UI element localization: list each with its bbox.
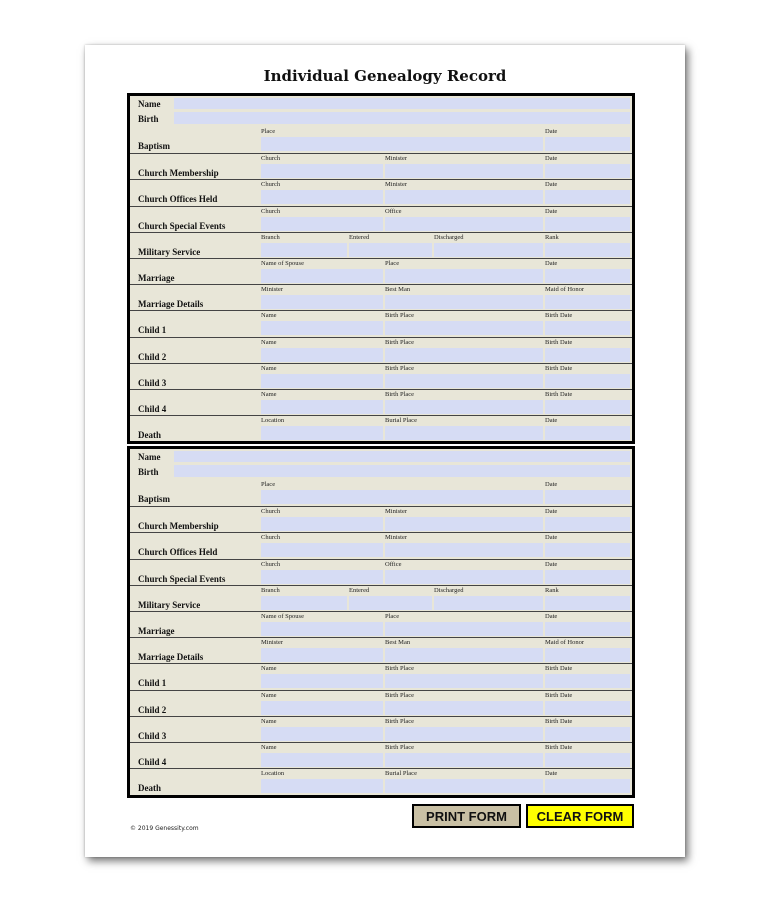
church-special-events-church-field[interactable]	[261, 570, 383, 584]
church-offices-held-date-field[interactable]	[545, 543, 630, 557]
military-service-rank-header: Rank	[545, 586, 559, 594]
child-3-birth-place-header: Birth Place	[385, 364, 415, 372]
marriage-name-of-spouse-header: Name of Spouse	[261, 260, 304, 267]
child-4-row	[130, 389, 632, 416]
child-1-row	[130, 310, 632, 337]
child-1-name-header: Name	[261, 665, 277, 673]
marriage-details-maid-of-honor-header: Maid of Honor	[545, 286, 584, 294]
name-label: Name	[138, 99, 161, 109]
child-1-birth-place-header: Birth Place	[385, 665, 415, 673]
marriage-row	[130, 258, 632, 285]
form-sheet	[85, 45, 685, 857]
church-special-events-church-header: Church	[261, 207, 281, 215]
marriage-place-header: Place	[385, 260, 400, 267]
marriage-label: Marriage	[138, 626, 175, 636]
child-3-birth-date-header: Birth Date	[545, 717, 573, 725]
death-location-field[interactable]	[261, 779, 383, 793]
child-3-name-header: Name	[261, 717, 277, 725]
child-4-birth-date-field[interactable]	[545, 753, 630, 767]
marriage-details-best-man-field[interactable]	[385, 295, 543, 309]
child-3-row	[130, 363, 632, 390]
baptism-date-header: Date	[545, 128, 558, 135]
birth-field[interactable]	[174, 465, 630, 477]
church-membership-minister-field[interactable]	[385, 164, 543, 178]
baptism-date-header: Date	[545, 481, 558, 488]
marriage-name-of-spouse-header: Name of Spouse	[261, 613, 304, 620]
child-2-label: Child 2	[138, 351, 167, 362]
child-2-birth-date-field[interactable]	[545, 701, 630, 715]
marriage-details-minister-header: Minister	[261, 639, 284, 647]
child-2-row	[130, 690, 632, 717]
baptism-place-field[interactable]	[261, 137, 543, 151]
child-1-row	[130, 663, 632, 690]
child-3-name-field[interactable]	[261, 727, 383, 741]
baptism-label: Baptism	[138, 141, 171, 151]
birth-row	[130, 111, 632, 126]
name-field[interactable]	[174, 98, 630, 109]
child-1-birth-place-header: Birth Place	[385, 312, 415, 320]
marriage-name-of-spouse-field[interactable]	[261, 622, 383, 636]
clear-form-button[interactable]: CLEAR FORM	[526, 804, 634, 828]
military-service-row	[130, 232, 632, 259]
military-service-branch-header: Branch	[261, 233, 280, 241]
child-2-name-field[interactable]	[261, 701, 383, 715]
church-offices-held-minister-header: Minister	[385, 534, 408, 542]
military-service-discharged-field[interactable]	[434, 243, 543, 257]
marriage-details-label: Marriage Details	[138, 652, 204, 663]
death-label: Death	[138, 430, 161, 441]
church-offices-held-church-field[interactable]	[261, 190, 383, 204]
military-service-discharged-field[interactable]	[434, 596, 543, 610]
church-membership-church-field[interactable]	[261, 164, 383, 178]
child-3-birth-place-header: Birth Place	[385, 717, 415, 725]
baptism-date-field[interactable]	[545, 137, 630, 151]
baptism-place-header: Place	[261, 128, 276, 135]
child-1-birth-place-field[interactable]	[385, 321, 543, 335]
child-4-birth-place-field[interactable]	[385, 753, 543, 767]
child-4-label: Child 4	[138, 404, 167, 414]
marriage-details-minister-field[interactable]	[261, 648, 383, 662]
child-3-birth-date-field[interactable]	[545, 374, 630, 388]
marriage-details-minister-field[interactable]	[261, 295, 383, 309]
child-3-birth-place-field[interactable]	[385, 374, 543, 388]
marriage-place-header: Place	[385, 613, 400, 620]
church-offices-held-label: Church Offices Held	[138, 547, 218, 558]
church-offices-held-minister-field[interactable]	[385, 190, 543, 204]
church-membership-date-header: Date	[545, 508, 558, 516]
child-1-name-field[interactable]	[261, 674, 383, 688]
death-burial-place-header: Burial Place	[385, 770, 417, 778]
military-service-rank-field[interactable]	[545, 243, 630, 257]
military-service-entered-header: Entered	[349, 233, 370, 241]
child-1-name-header: Name	[261, 312, 277, 320]
church-offices-held-minister-field[interactable]	[385, 543, 543, 557]
military-service-row	[130, 585, 632, 612]
death-burial-place-field[interactable]	[385, 779, 543, 793]
church-offices-held-label: Church Offices Held	[138, 194, 218, 205]
church-offices-held-church-field[interactable]	[261, 543, 383, 557]
church-membership-label: Church Membership	[138, 168, 219, 179]
form-title: Individual Genealogy Record	[263, 67, 507, 85]
church-special-events-date-field[interactable]	[545, 570, 630, 584]
marriage-details-minister-header: Minister	[261, 286, 284, 294]
death-date-header: Date	[545, 417, 558, 425]
child-3-birth-date-header: Birth Date	[545, 364, 573, 372]
church-offices-held-row	[130, 532, 632, 559]
death-burial-place-header: Burial Place	[385, 417, 417, 425]
church-offices-held-row	[130, 179, 632, 206]
child-4-birth-date-field[interactable]	[545, 400, 630, 414]
church-special-events-office-field[interactable]	[385, 570, 543, 584]
child-2-birth-place-field[interactable]	[385, 348, 543, 362]
child-3-name-header: Name	[261, 364, 277, 372]
military-service-branch-field[interactable]	[261, 596, 347, 610]
church-membership-church-header: Church	[261, 508, 281, 516]
church-membership-minister-header: Minister	[385, 155, 408, 163]
marriage-name-of-spouse-field[interactable]	[261, 269, 383, 283]
church-special-events-row	[130, 206, 632, 233]
child-4-name-field[interactable]	[261, 753, 383, 767]
child-2-birth-date-header: Birth Date	[545, 338, 573, 346]
name-label: Name	[138, 452, 161, 462]
church-offices-held-minister-header: Minister	[385, 181, 408, 189]
child-2-name-header: Name	[261, 691, 277, 699]
baptism-place-field[interactable]	[261, 490, 543, 504]
military-service-branch-field[interactable]	[261, 243, 347, 257]
death-location-header: Location	[261, 770, 285, 778]
child-2-birth-date-header: Birth Date	[545, 691, 573, 699]
church-membership-church-header: Church	[261, 155, 281, 163]
military-service-entered-field[interactable]	[349, 243, 432, 257]
church-special-events-church-header: Church	[261, 560, 281, 568]
marriage-place-field[interactable]	[385, 269, 543, 283]
church-special-events-label: Church Special Events	[138, 220, 226, 231]
child-4-name-field[interactable]	[261, 400, 383, 414]
military-service-branch-header: Branch	[261, 586, 280, 594]
child-1-birth-date-field[interactable]	[545, 674, 630, 688]
church-special-events-row	[130, 559, 632, 586]
child-2-birth-place-field[interactable]	[385, 701, 543, 715]
child-2-name-field[interactable]	[261, 348, 383, 362]
death-date-field[interactable]	[545, 779, 630, 793]
child-3-birth-date-field[interactable]	[545, 727, 630, 741]
marriage-date-header: Date	[545, 613, 558, 620]
child-1-birth-date-header: Birth Date	[545, 312, 573, 320]
church-membership-church-field[interactable]	[261, 517, 383, 531]
baptism-label: Baptism	[138, 494, 171, 504]
church-offices-held-date-header: Date	[545, 181, 558, 189]
child-2-label: Child 2	[138, 704, 167, 715]
marriage-details-maid-of-honor-field[interactable]	[545, 295, 630, 309]
child-2-birth-date-field[interactable]	[545, 348, 630, 362]
church-special-events-date-header: Date	[545, 560, 558, 568]
child-4-birth-place-header: Birth Place	[385, 391, 415, 398]
church-special-events-date-header: Date	[545, 207, 558, 215]
church-special-events-office-header: Office	[385, 207, 402, 215]
print-form-button[interactable]: PRINT FORM	[412, 804, 521, 828]
name-row	[130, 449, 632, 464]
child-3-label: Child 3	[138, 730, 167, 741]
marriage-place-field[interactable]	[385, 622, 543, 636]
child-3-birth-place-field[interactable]	[385, 727, 543, 741]
military-service-rank-field[interactable]	[545, 596, 630, 610]
child-2-birth-place-header: Birth Place	[385, 338, 415, 346]
death-location-field[interactable]	[261, 426, 383, 440]
child-3-row	[130, 716, 632, 743]
child-1-label: Child 1	[138, 678, 167, 689]
child-4-birth-place-field[interactable]	[385, 400, 543, 414]
child-4-row	[130, 742, 632, 769]
marriage-details-best-man-header: Best Man	[385, 639, 411, 647]
child-1-birth-date-header: Birth Date	[545, 665, 573, 673]
record-1	[127, 93, 635, 444]
child-1-birth-date-field[interactable]	[545, 321, 630, 335]
child-2-row	[130, 337, 632, 364]
church-special-events-date-field[interactable]	[545, 217, 630, 231]
marriage-details-label: Marriage Details	[138, 299, 204, 310]
church-offices-held-church-header: Church	[261, 181, 281, 189]
child-2-name-header: Name	[261, 338, 277, 346]
military-service-entered-field[interactable]	[349, 596, 432, 610]
child-3-label: Child 3	[138, 377, 167, 388]
military-service-label: Military Service	[138, 599, 201, 610]
baptism-place-header: Place	[261, 481, 276, 488]
birth-label: Birth	[138, 467, 159, 477]
church-membership-minister-header: Minister	[385, 508, 408, 516]
church-membership-date-field[interactable]	[545, 517, 630, 531]
child-4-birth-place-header: Birth Place	[385, 744, 415, 751]
child-4-label: Child 4	[138, 757, 167, 767]
birth-field[interactable]	[174, 112, 630, 124]
church-membership-row	[130, 153, 632, 180]
child-1-birth-place-field[interactable]	[385, 674, 543, 688]
church-special-events-office-field[interactable]	[385, 217, 543, 231]
baptism-date-field[interactable]	[545, 490, 630, 504]
military-service-entered-header: Entered	[349, 586, 370, 594]
church-membership-minister-field[interactable]	[385, 517, 543, 531]
marriage-label: Marriage	[138, 273, 175, 283]
marriage-details-row	[130, 637, 632, 664]
death-row	[130, 768, 632, 795]
church-membership-date-header: Date	[545, 155, 558, 163]
marriage-details-maid-of-honor-header: Maid of Honor	[545, 639, 584, 647]
child-4-birth-date-header: Birth Date	[545, 744, 573, 751]
death-date-header: Date	[545, 770, 558, 778]
marriage-details-maid-of-honor-field[interactable]	[545, 648, 630, 662]
marriage-date-field[interactable]	[545, 269, 630, 283]
church-special-events-office-header: Office	[385, 560, 402, 568]
child-4-name-header: Name	[261, 744, 277, 751]
birth-row	[130, 464, 632, 479]
death-location-header: Location	[261, 417, 285, 425]
name-row	[130, 96, 632, 111]
child-4-name-header: Name	[261, 391, 277, 398]
baptism-row	[130, 480, 632, 506]
birth-label: Birth	[138, 114, 159, 124]
church-offices-held-date-field[interactable]	[545, 190, 630, 204]
military-service-discharged-header: Discharged	[434, 586, 464, 594]
baptism-row	[130, 127, 632, 153]
child-4-birth-date-header: Birth Date	[545, 391, 573, 398]
marriage-details-row	[130, 284, 632, 311]
military-service-discharged-header: Discharged	[434, 233, 464, 241]
child-1-name-field[interactable]	[261, 321, 383, 335]
church-offices-held-church-header: Church	[261, 534, 281, 542]
death-date-field[interactable]	[545, 426, 630, 440]
death-label: Death	[138, 783, 161, 794]
church-offices-held-date-header: Date	[545, 534, 558, 542]
death-burial-place-field[interactable]	[385, 426, 543, 440]
death-row	[130, 415, 632, 442]
marriage-row	[130, 611, 632, 638]
church-special-events-church-field[interactable]	[261, 217, 383, 231]
marriage-details-best-man-header: Best Man	[385, 286, 411, 294]
military-service-rank-header: Rank	[545, 233, 559, 241]
church-membership-date-field[interactable]	[545, 164, 630, 178]
military-service-label: Military Service	[138, 246, 201, 257]
record-2	[127, 446, 635, 798]
child-1-label: Child 1	[138, 325, 167, 336]
marriage-date-field[interactable]	[545, 622, 630, 636]
marriage-details-best-man-field[interactable]	[385, 648, 543, 662]
copyright-text: © 2019 Genessity.com	[130, 825, 199, 832]
name-field[interactable]	[174, 451, 630, 462]
church-membership-row	[130, 506, 632, 533]
marriage-date-header: Date	[545, 260, 558, 267]
church-special-events-label: Church Special Events	[138, 573, 226, 584]
child-3-name-field[interactable]	[261, 374, 383, 388]
child-2-birth-place-header: Birth Place	[385, 691, 415, 699]
church-membership-label: Church Membership	[138, 521, 219, 532]
